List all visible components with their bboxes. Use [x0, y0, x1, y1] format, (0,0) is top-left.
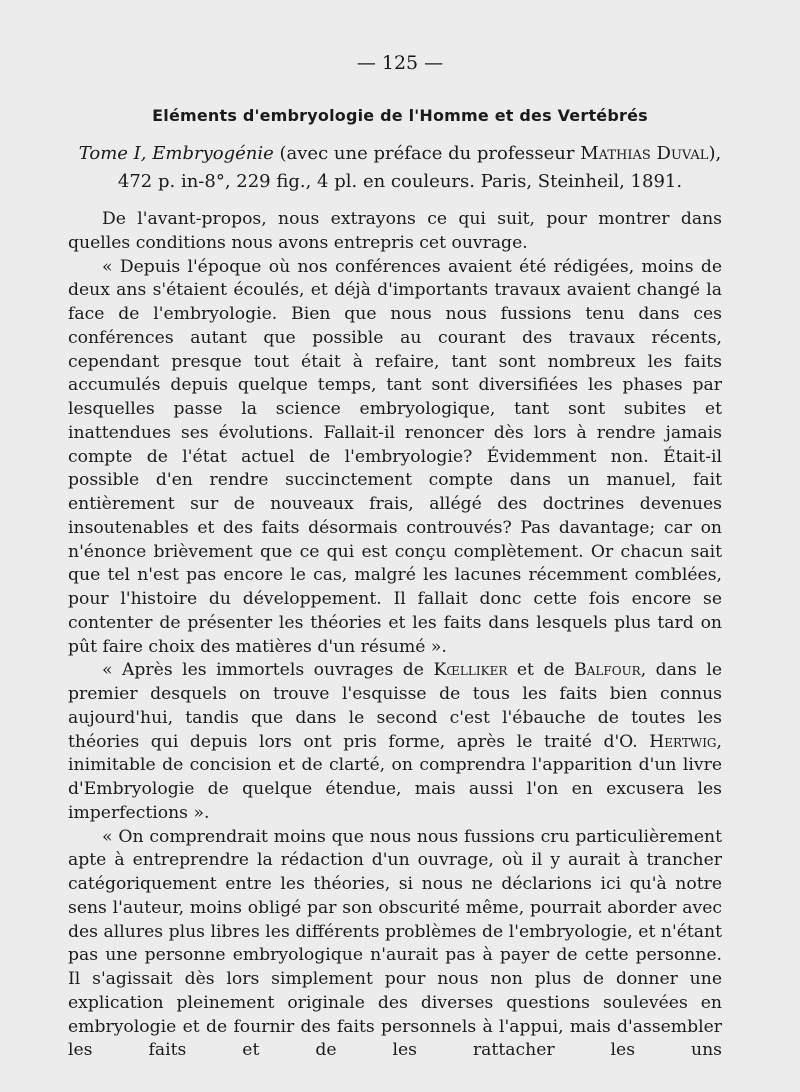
- book-details: 472 p. in-8°, 229 fig., 4 pl. en couleurs. Paris, Steinheil, 1891.: [117, 171, 683, 192]
- quote-2-part-4: , inimitable de concision et de clarté, on comprendra l'apparition d'un livre d'Embryologie de quelque étendue, mais aussi l'on en excusera les imperfections ».: [68, 731, 722, 823]
- tome-label: Tome I, Embryogénie: [78, 143, 274, 164]
- paragraph-quote-1: « Depuis l'époque où nos conférences avaient été rédigées, moins de deux ans s'étaient écoulés, et déjà d'importants travaux avaient changé la face de l'embryologie. Bien que nous nous fussions tenu dans ces conférences autant que possible au courant des travaux récents, cependant presque tout était à refaire, tant sont nombreux les faits accumulés depuis quelque temps, tant sont diversifiées les phases par lesquelles passe la science embryologique, tant sont subites et inattendues ses évolutions. Fallait-il renoncer dès lors à rendre jamais compte de l'état actuel de l'embryologie? Évidemment non. Était-il possible d'en rendre succinctement compte dans un manuel, fait entièrement sur de nouveaux frais, allégé des doctrines devenues insoutenables et des faits désormais controuvés? Pas davantage; car on n'énonce brièvement que ce qui est conçu complètement. Or chacun sait que tel n'est pas encore le cas, malgré les lacunes récemment comblées, pour l'histoire du développement. Il fallait donc cette fois encore se contenter de présenter les théories et les faits dans lesquels plus tard on pût faire choix des matières d'un résumé ».: [68, 256, 722, 657]
- paragraph-quote-3: « On comprendrait moins que nous nous fussions cru particulièrement apte à entreprendre la rédaction d'un ouvrage, où il y aurait à trancher catégoriquement entre les théories, si nous ne déclarions ici qu'à notre sens l'auteur, moins obligé par son obscurité même, pourrait aborder avec des allures plus libres les différents problèmes de l'embryologie, et n'étant pas une personne embryologique n'aurait pas à payer de cette personne. Il s'agissait dès lors simplement pour nous non plus de donner une explication pleinement originale des diverses questions soulevées en embryologie et de fournir des faits personnels à l'appui, mais d'assembler les faits et de les rattacher les uns: [68, 826, 722, 1061]
- preface-prefix: (avec une préface du professeur: [279, 143, 575, 164]
- body-text: [68, 208, 722, 1063]
- author-koelliker: Kœlliker: [433, 660, 508, 681]
- preface-suffix: ),: [708, 143, 722, 164]
- book-info: [0, 140, 800, 196]
- book-title: Eléments d'embryologie de l'Homme et des Vertébrés: [152, 106, 648, 125]
- author-hertwig: Hertwig: [649, 731, 717, 752]
- quote-2-part-1: « Après les immortels ouvrages de: [102, 660, 424, 681]
- book-info-line-1: [0, 140, 800, 168]
- preface-author: Mathias Duval: [580, 143, 709, 164]
- author-balfour: Balfour: [574, 660, 641, 681]
- paragraph-intro: De l'avant-propos, nous extrayons ce qui suit, pour montrer dans quelles conditions nous avons entrepris cet ouvrage.: [68, 209, 722, 253]
- paragraph-quote-2: [68, 659, 722, 825]
- quote-2-part-2: et de: [516, 660, 565, 681]
- quote-2-part-3: , dans le premier desquels on trouve l'esquisse de tous les faits bien connus aujourd'hui, tandis que dans le second c'est l'ébauche de toutes les théories qui depuis lors ont pris forme, après le traité d'O.: [68, 660, 722, 752]
- page-number: — 125 —: [356, 52, 444, 74]
